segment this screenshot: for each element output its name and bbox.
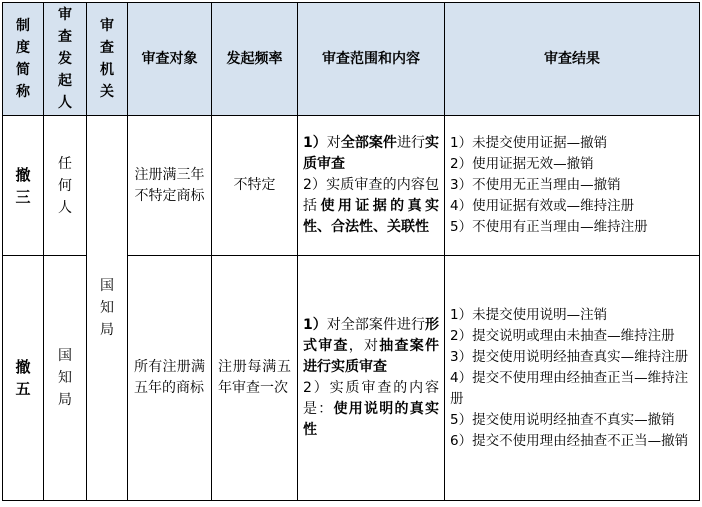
row2-initiator: 国知局: [44, 256, 87, 501]
row1-frequency: 不特定: [212, 116, 298, 256]
list-item: 3）不使用无正当理由—撤销: [450, 177, 621, 193]
header-authority: 审查机关: [87, 3, 128, 116]
list-item: 4）使用证据有效或—维持注册: [450, 198, 635, 214]
header-scope: 审查范围和内容: [298, 3, 445, 116]
row1-target: 注册满三年不特定商标: [128, 116, 212, 256]
header-target: 审查对象: [128, 3, 212, 116]
row2-frequency: 注册每满五年审查一次: [212, 256, 298, 501]
row2-system: 撤五: [3, 256, 44, 501]
header-initiator: 审查发起人: [44, 3, 87, 116]
row2-scope: 1）对全部案件进行形式审查，对抽查案件进行实质审查 2）实质审查的内容是：使用说明的真实性: [298, 256, 445, 501]
list-item: 1）未提交使用证据—撤销: [450, 135, 608, 151]
shared-authority: 国知局: [87, 116, 128, 501]
row1-initiator: 任何人: [44, 116, 87, 256]
header-result: 审查结果: [445, 3, 700, 116]
list-item: 5）不使用有正当理由—维持注册: [450, 219, 648, 235]
row1-scope: 1）对全部案件进行实质审查 2）实质审查的内容包括使用证据的真实性、合法性、关联性: [298, 116, 445, 256]
list-item: 6）提交不使用理由经抽查不正当—撤销: [450, 432, 689, 449]
header-system: 制度简称: [3, 3, 44, 116]
comparison-table: [2, 2, 700, 501]
list-item: 4）提交不使用理由经抽查正当—维持注册: [450, 369, 689, 407]
list-item: 2）提交说明或理由未抽查—维持注册: [450, 327, 675, 344]
row1-results: [445, 116, 700, 256]
row2-target: 所有注册满五年的商标: [128, 256, 212, 501]
header-frequency: 发起频率: [212, 3, 298, 116]
list-item: 5）提交使用说明经抽查不真实—撤销: [450, 411, 675, 428]
row2-results: [445, 256, 700, 501]
list-item: 3）提交使用说明经抽查真实—维持注册: [450, 348, 689, 365]
row1-system: 撤三: [3, 116, 44, 256]
list-item: 2）使用证据无效—撤销: [450, 156, 594, 172]
list-item: 1）未提交使用说明—注销: [450, 306, 608, 323]
table-row: [3, 116, 700, 256]
header-row: [3, 3, 700, 116]
